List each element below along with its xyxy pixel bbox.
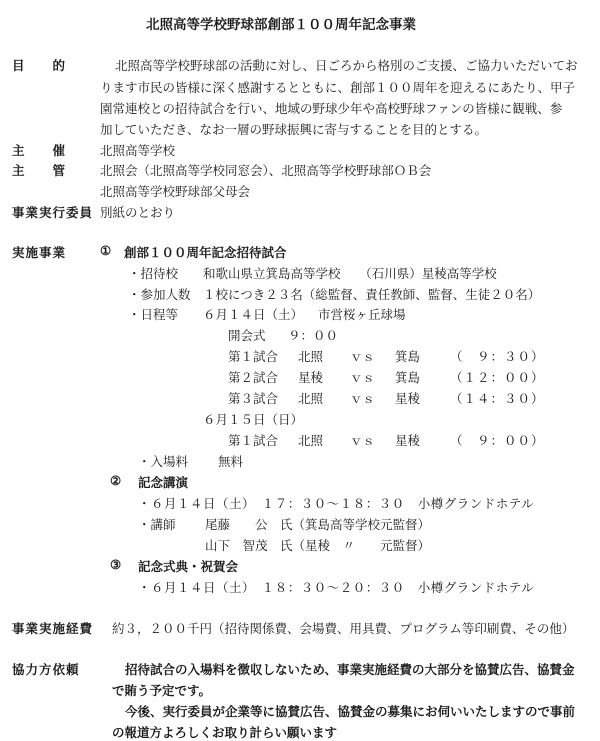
opening-time: ９：００ [288,328,339,343]
purpose-line-1: 北照高等学校野球部の活動に対し、日ごろから格別のご支援、ご協力いただいてお [115,58,578,73]
game-3-label: 第３試合 [228,391,279,406]
day2-date: ６月１５日（日） [203,412,304,427]
game-2-team1: 星稜 [298,370,324,385]
organizer-line-1: 北照会（北照高等学校同窓会）、北照高等学校野球部ＯＢ会 [100,163,432,178]
day1-date: ６月１４日（土） [203,307,304,322]
game-3-team1: 北照 [298,391,324,406]
event-3-number: ③ [110,557,122,572]
day1-venue: 市営桜ヶ丘球場 [318,307,406,322]
game-1-vs: ｖｓ [350,349,376,364]
day2-game-1-vs: ｖｓ [350,433,376,448]
page-title: 北照高等学校野球部創部１００周年記念事業 [146,17,416,33]
committee-value: 別紙のとおり [100,205,176,220]
game-3-vs: ｖｓ [350,391,376,406]
request-line-4: の報道方よろしくお取り計らい願います [112,725,338,740]
purpose-line-2: ります市民の皆様に深く感謝するとともに、創部１００周年を迎えるにあたり、甲子 [100,80,576,95]
participants-label: ・参加人数 [128,287,191,302]
event-2-title: 記念講演 [138,475,189,490]
request-line-2: で賄う予定です。 [112,683,212,698]
purpose-line-3: 園常連校との招待試合を行い、地域の野球少年や高校野球ファンの皆様に観戦、参 [100,101,563,116]
game-3-team2: 星稜 [395,391,421,406]
game-2-time: （１２：００） [450,370,545,385]
game-3-time: （１４：３０） [450,391,545,406]
event-1-title: 創部１００周年記念招待試合 [124,245,287,260]
game-1-time: （ ９：３０） [450,349,545,364]
purpose-line-4: 加していただき、なお一層の野球振興に寄与することを目的とする。 [100,122,488,137]
sponsor-value: 北照高等学校 [100,143,176,158]
organizer-label: 主 管 [12,163,67,178]
ceremony-time: ・６月１４日（土） １８：３０～２０：３０ 小樽グランドホテル [138,580,535,595]
fee-value: 無料 [218,454,244,469]
game-1-label: 第１試合 [228,349,279,364]
organizer-line-2: 北照高等学校野球部父母会 [100,184,251,199]
budget-value: 約３，２００千円（招待関係費、会場費、用具費、プログラム等印刷費、その他） [112,621,575,636]
invite-value: 和歌山県立箕島高等学校 （石川県）星稜高等学校 [203,266,497,281]
participants-value: １校につき２３名（総監督、責任教師、監督、生徒２０名） [203,287,541,302]
day2-game-1-team2: 星稜 [395,433,421,448]
purpose-label: 目 的 [12,58,67,73]
sponsor-label: 主 催 [12,143,67,158]
fee-label: ・入場料 [138,454,189,469]
request-line-1: 招待試合の入場料を徴収しないため、事業実施経費の大部分を協賛広告、協賛金 [125,662,575,677]
lecture-time: ・６月１４日（土） １７：３０～１８：３０ 小樽グランドホテル [138,496,535,511]
day2-game-1-label: 第１試合 [228,433,279,448]
event-1-number: ① [100,243,112,258]
request-label: 協力方依頼 [12,662,80,677]
event-2-number: ② [110,473,122,488]
speaker-2: 山下 智茂 氏（星稜 〃 元監督） [205,538,431,553]
event-3-title: 記念式典・祝賀会 [138,559,239,574]
day2-game-1-time: （ ９：００） [450,433,545,448]
events-label: 実施事業 [12,245,67,260]
invite-label: ・招待校 [128,266,179,281]
speaker-1: 尾藤 公 氏（箕島高等学校元監督） [205,517,431,532]
schedule-label: ・日程等 [128,307,179,322]
request-line-3: 今後、実行委員が企業等に協賛広告、協賛金の募集にお伺いいたしますので事前 [125,704,576,719]
day2-game-1-team1: 北照 [298,433,324,448]
committee-label: 事業実行委員 [12,205,94,220]
game-1-team1: 北照 [298,349,324,364]
game-2-label: 第２試合 [228,370,279,385]
game-2-team2: 箕島 [395,370,421,385]
budget-label: 事業実施経費 [12,621,94,636]
game-2-vs: ｖｓ [350,370,376,385]
speaker-label: ・講師 [138,517,176,532]
opening-label: 開会式 [228,328,266,343]
game-1-team2: 箕島 [395,349,421,364]
